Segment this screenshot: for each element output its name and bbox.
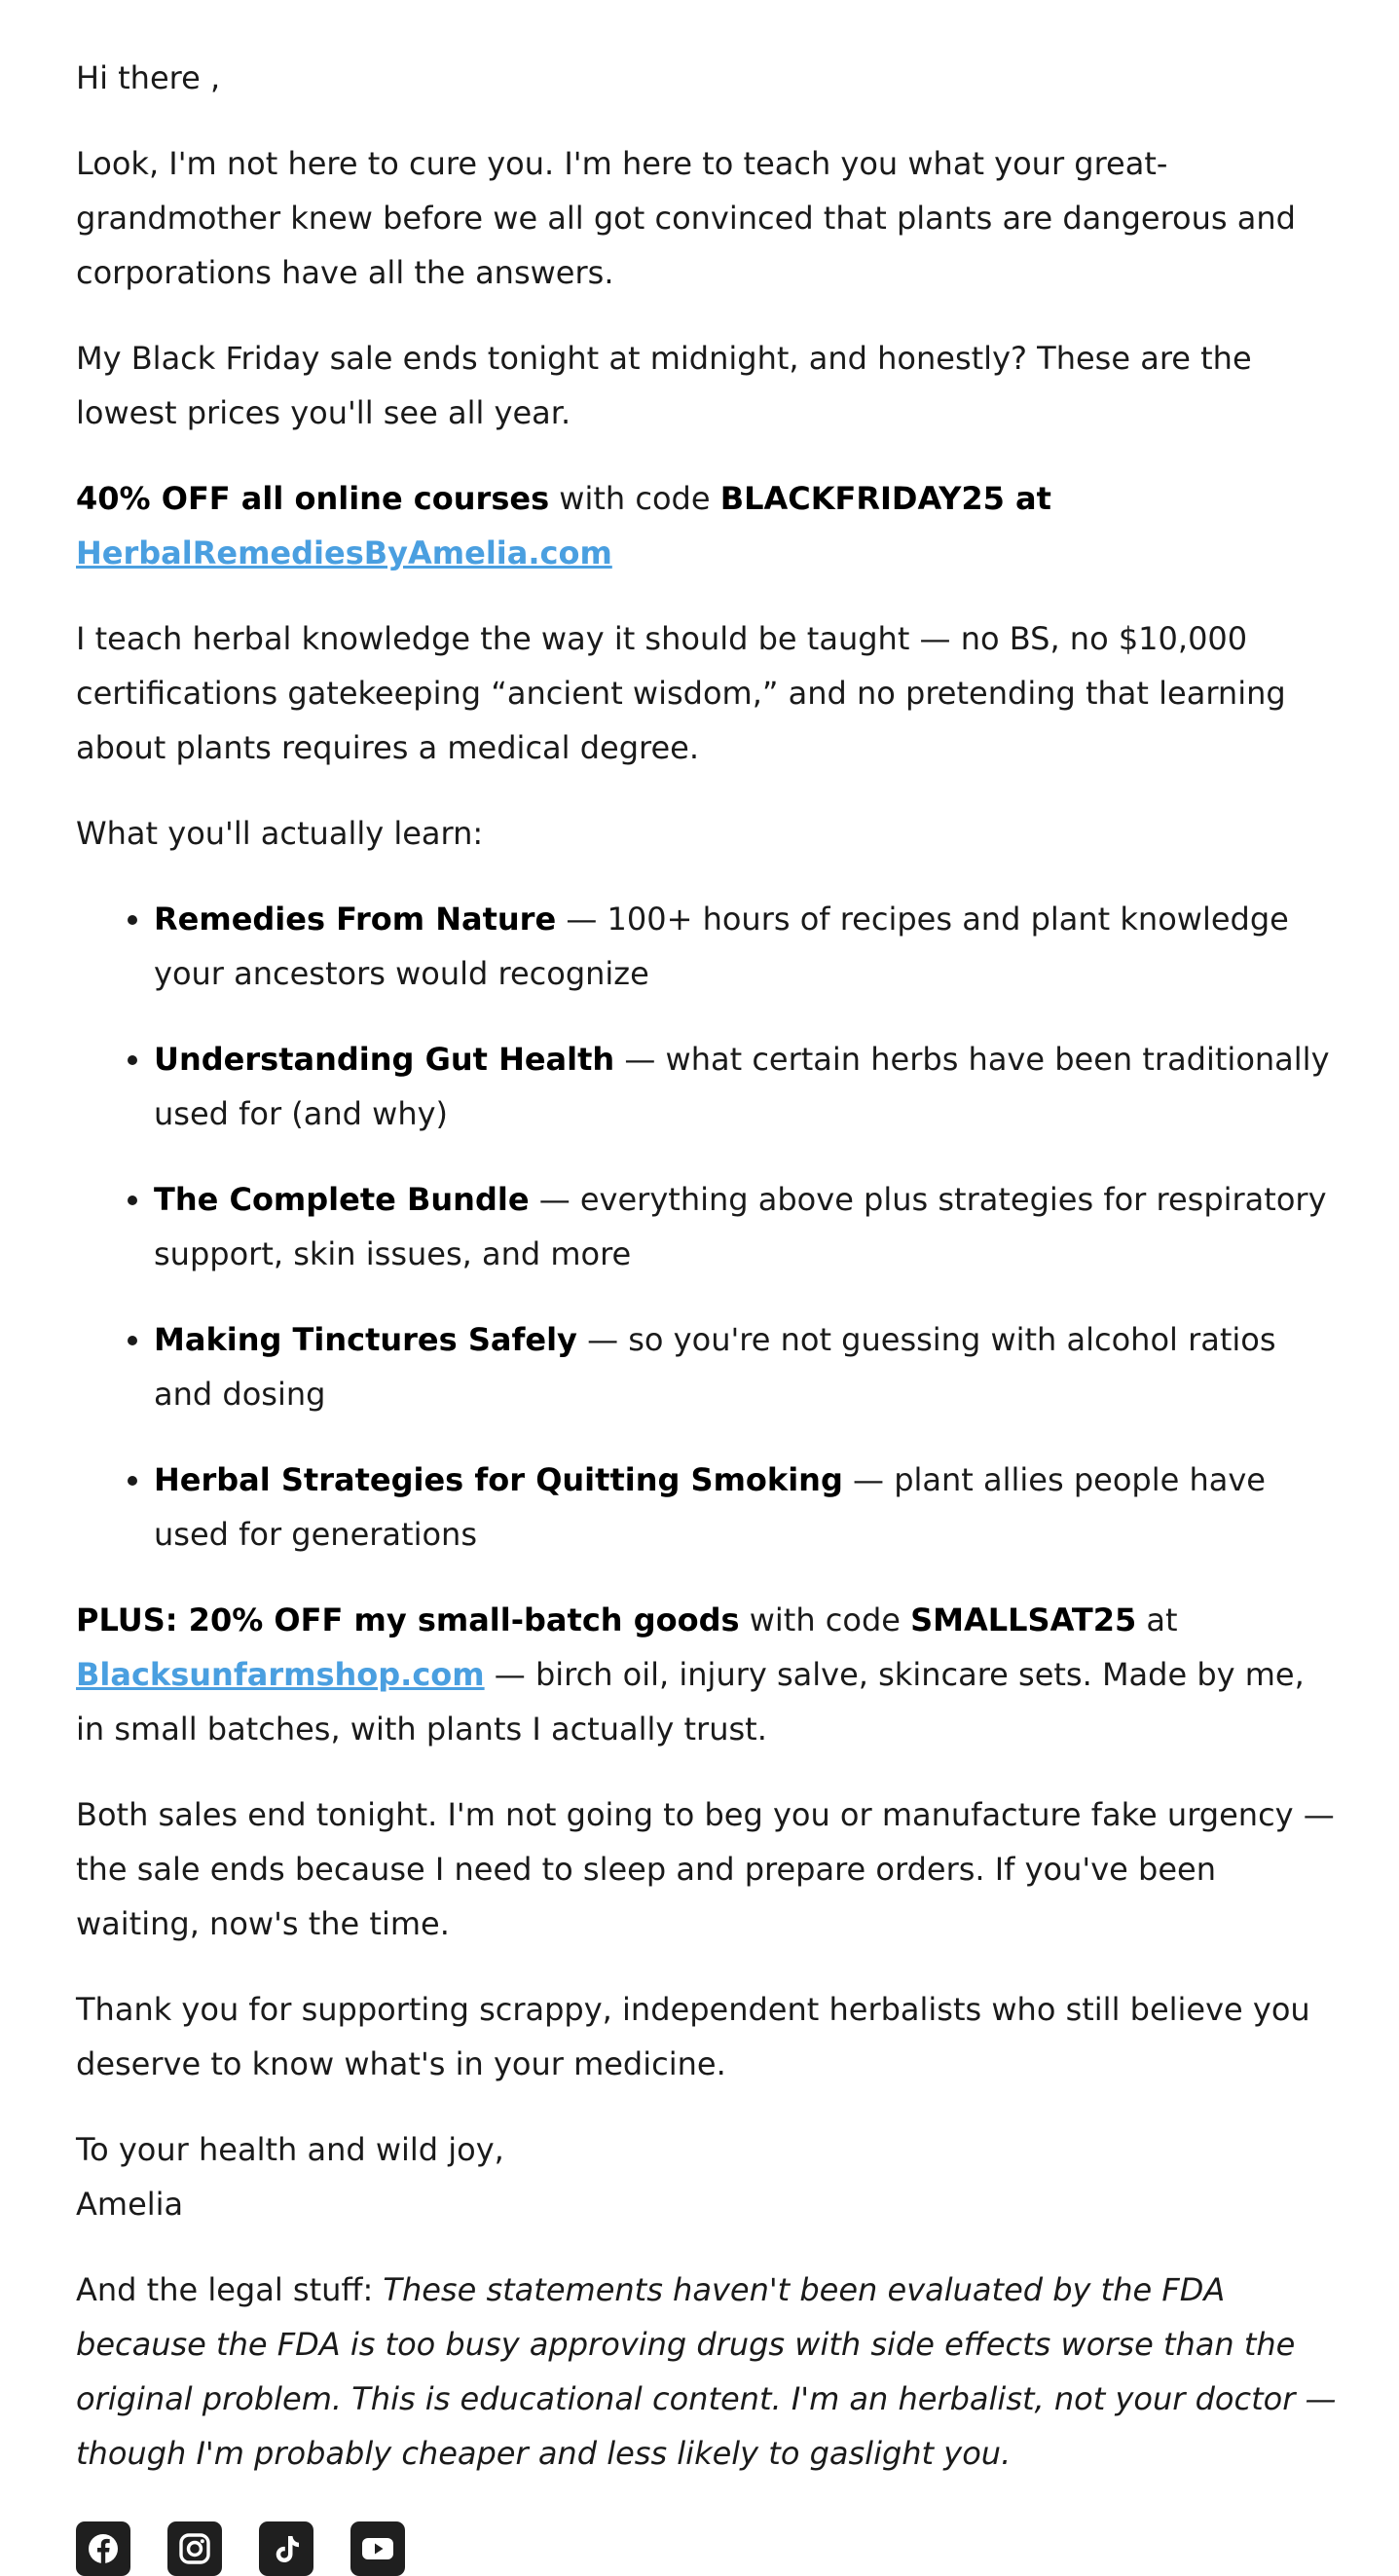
goods-offer-mid: with code — [739, 1601, 911, 1638]
course-title: Remedies From Nature — [154, 901, 557, 938]
course-desc: — plant allies people have used for generations — [154, 1461, 1266, 1553]
goods-offer-desc: — birch oil, injury salve, skincare sets. Made by me, in small batches, with plants I actually trust. — [76, 1656, 1305, 1748]
course-list — [76, 892, 1337, 1562]
course-offer — [76, 471, 1337, 580]
instagram-icon — [175, 2529, 214, 2568]
legal-disclaimer — [76, 2263, 1337, 2481]
herbal-remedies-link[interactable]: HerbalRemediesByAmelia.com — [76, 534, 612, 571]
greeting: Hi there , — [76, 59, 221, 96]
list-item — [154, 1453, 1337, 1562]
signature: Amelia — [76, 2186, 184, 2223]
course-desc: — 100+ hours of recipes and plant knowledge your ancestors would recognize — [154, 901, 1289, 992]
goods-offer-after-code: at — [1136, 1601, 1178, 1638]
teaching-paragraph: I teach herbal knowledge the way it should be taught — no BS, no $10,000 certifications gatekeeping “ancient wisdom,” and no pretending that learning about plants requires a medical degree. — [76, 620, 1286, 766]
tiktok-button[interactable] — [259, 2521, 313, 2576]
urgency-paragraph: Both sales end tonight. I'm not going to beg you or manufacture fake urgency — the sale ends because I need to sleep and prepare orders. If you've been waiting, now's the time. — [76, 1796, 1335, 1942]
tiktok-icon — [267, 2529, 306, 2568]
goods-offer-headline: PLUS: 20% OFF my small-batch goods — [76, 1601, 740, 1638]
list-item — [154, 1172, 1337, 1281]
facebook-icon — [84, 2529, 123, 2568]
course-title: Understanding Gut Health — [154, 1041, 615, 1078]
list-item — [154, 892, 1337, 1001]
legal-prefix: And the legal stuff: — [76, 2271, 384, 2308]
thanks-paragraph: Thank you for supporting scrappy, independent herbalists who still believe you deserve to know what's in your medicine. — [76, 1991, 1310, 2082]
course-desc: — so you're not guessing with alcohol ratios and dosing — [154, 1321, 1276, 1413]
course-title: Making Tinctures Safely — [154, 1321, 577, 1358]
list-item — [154, 1312, 1337, 1421]
course-offer-headline: 40% OFF all online courses — [76, 480, 550, 517]
course-desc: — everything above plus strategies for respiratory support, skin issues, and more — [154, 1181, 1327, 1272]
course-desc: — what certain herbs have been traditionally used for (and why) — [154, 1041, 1330, 1132]
youtube-button[interactable] — [350, 2521, 405, 2576]
instagram-button[interactable] — [167, 2521, 222, 2576]
facebook-button[interactable] — [76, 2521, 130, 2576]
social-links — [76, 2521, 1337, 2576]
email-body — [76, 51, 1337, 2576]
course-title: Herbal Strategies for Quitting Smoking — [154, 1461, 843, 1498]
signoff-line: To your health and wild joy, — [76, 2131, 504, 2168]
legal-text: These statements haven't been evaluated by the FDA because the FDA is too busy approving drugs with side effects worse than the original problem. This is educational content. I'm an herbalist, not your doctor — though I'm probably cheaper and less likely to gaslight you. — [76, 2271, 1337, 2472]
signoff — [76, 2122, 1337, 2231]
course-offer-code: BLACKFRIDAY25 at — [719, 480, 1051, 517]
list-item — [154, 1032, 1337, 1141]
course-title: The Complete Bundle — [154, 1181, 530, 1218]
intro-paragraph: Look, I'm not here to cure you. I'm here to teach you what your great-grandmother knew before we all got convinced that plants are dangerous and corporations have all the answers. — [76, 145, 1296, 291]
youtube-icon — [358, 2529, 397, 2568]
sale-notice: My Black Friday sale ends tonight at midnight, and honestly? These are the lowest prices you'll see all year. — [76, 340, 1252, 431]
goods-offer-code: SMALLSAT25 — [910, 1601, 1137, 1638]
goods-offer — [76, 1593, 1337, 1756]
learn-heading: What you'll actually learn: — [76, 815, 484, 852]
blacksunfarm-link[interactable]: Blacksunfarmshop.com — [76, 1656, 485, 1693]
course-offer-mid: with code — [549, 480, 720, 517]
